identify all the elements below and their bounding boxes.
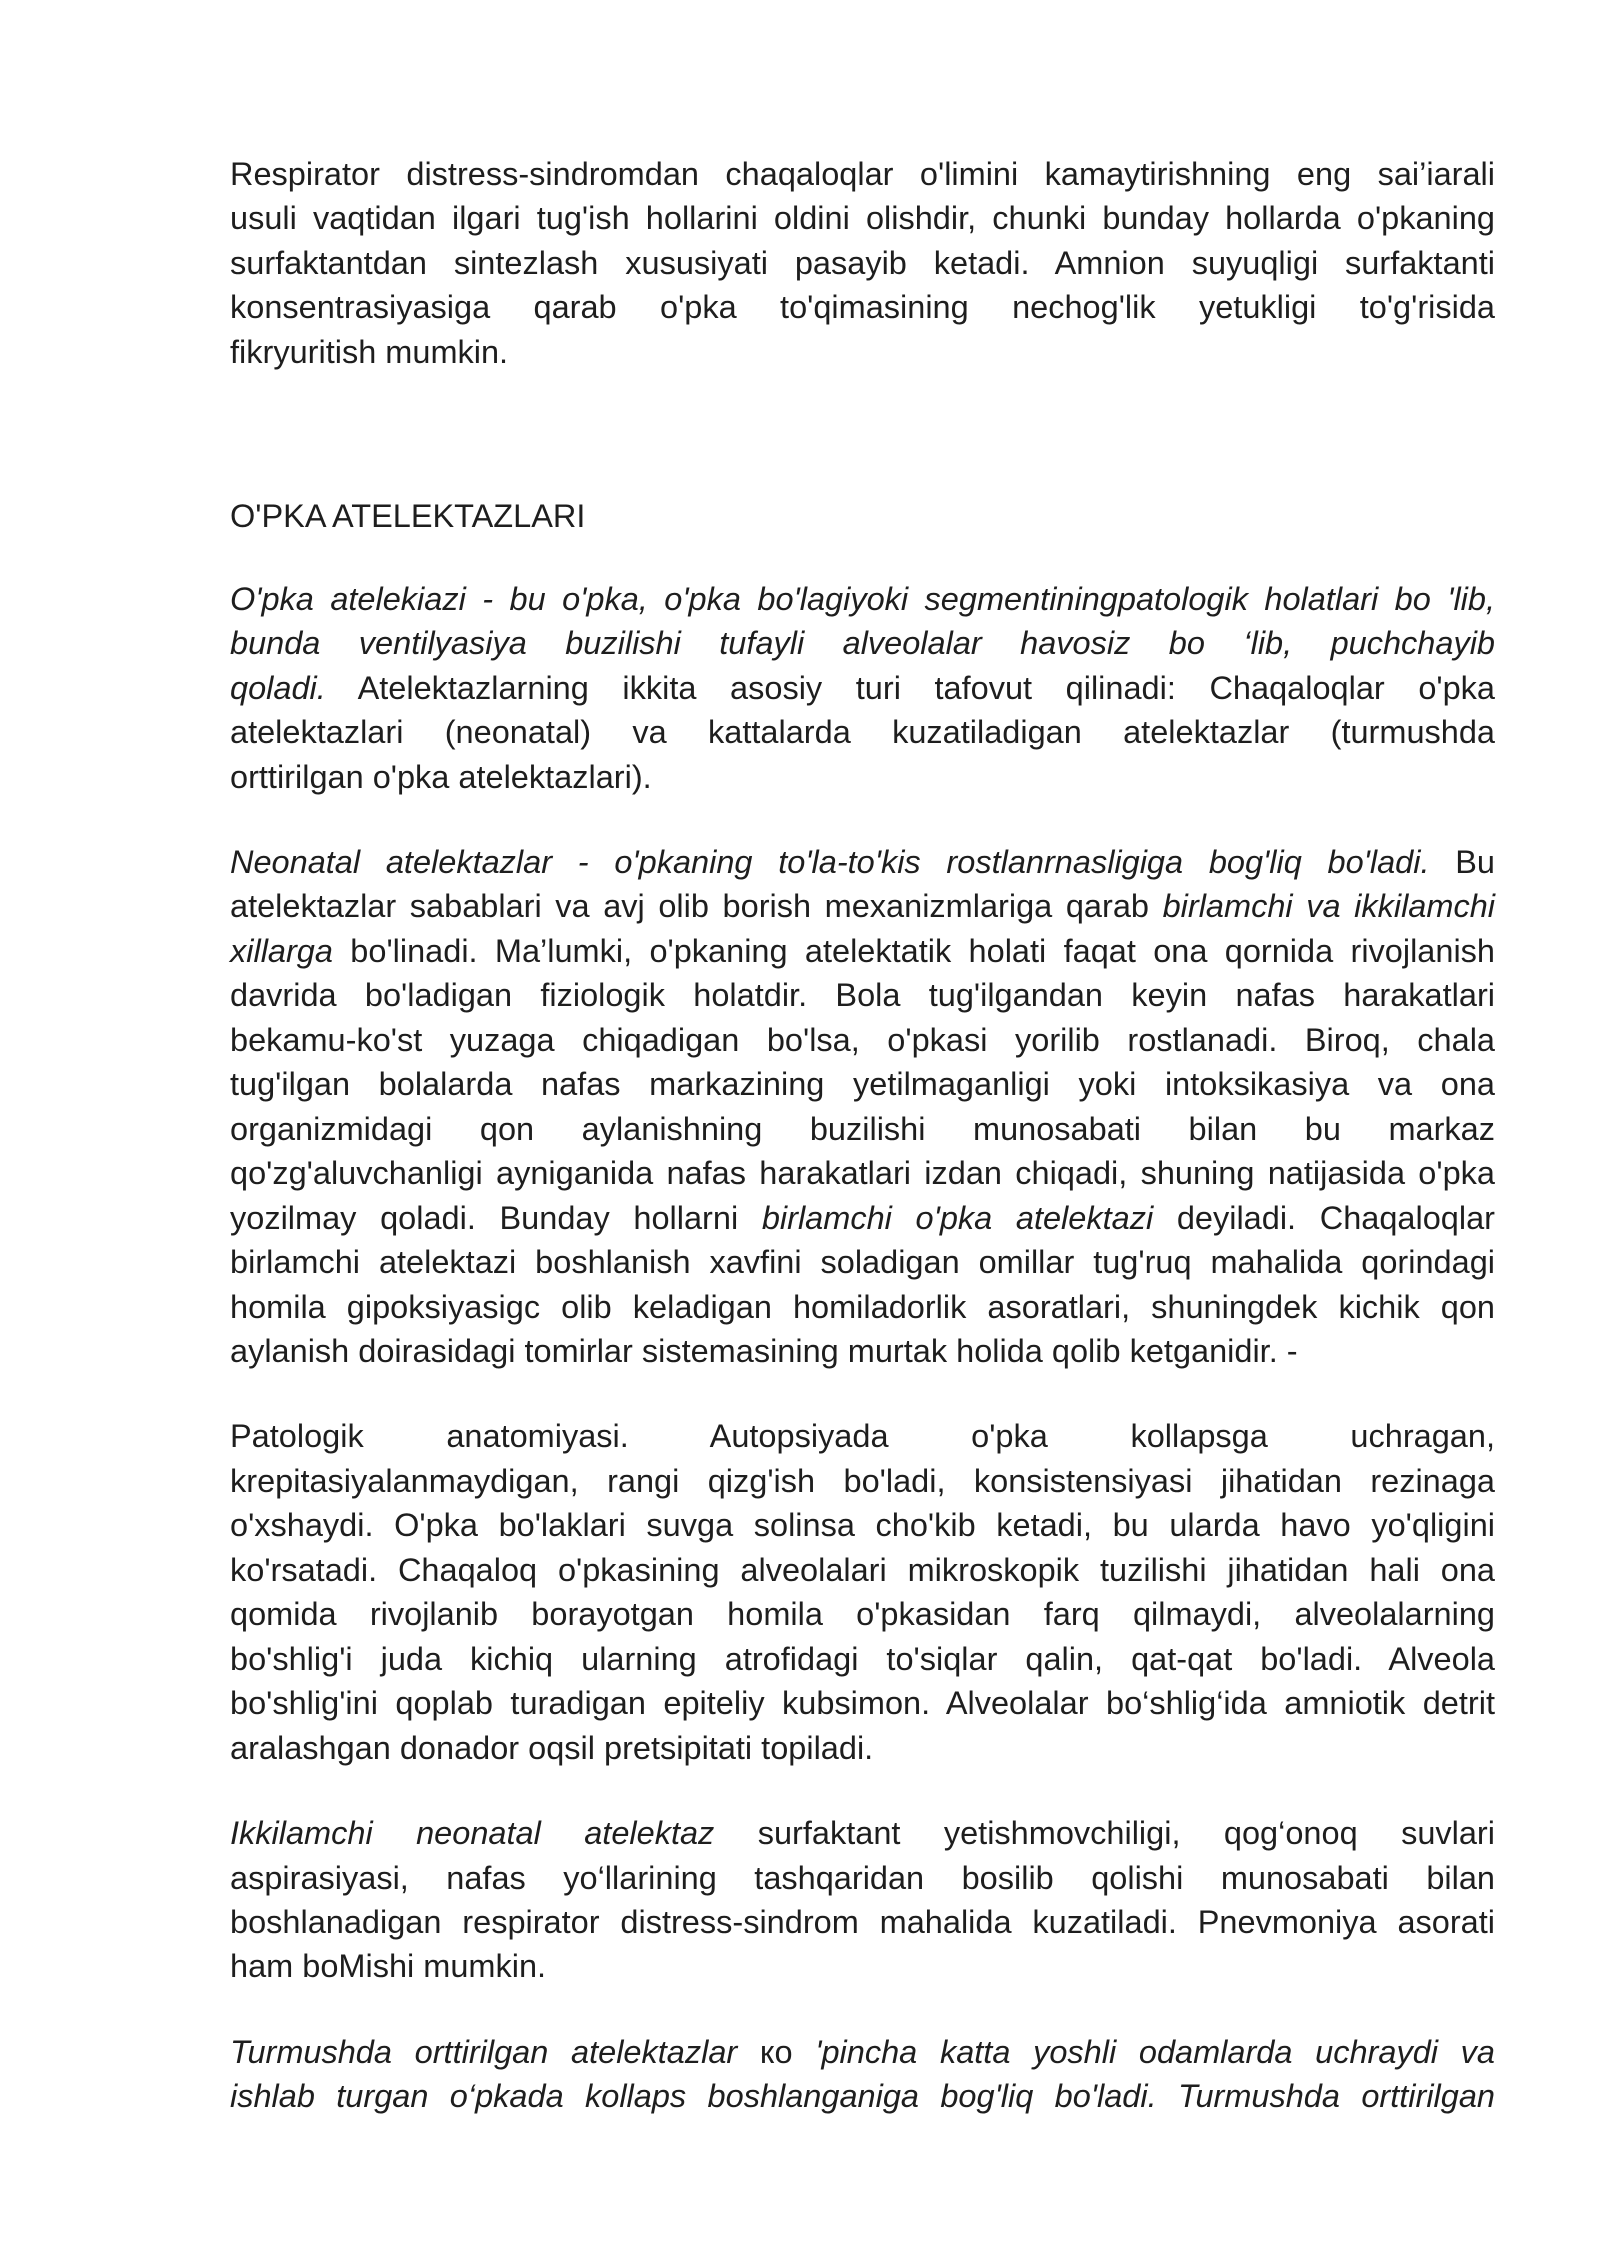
text-line [230, 1107, 1495, 1151]
text-run: bo'linadi. Ma’lumki, o'pkaning atelektatik holati faqat ona qornida rivojlanish [332, 932, 1495, 969]
text-run: atelektazlari (neonatal) va kattalarda kuzatiladigan atelektazlar (turmushda [230, 714, 1495, 751]
text-line [230, 1637, 1495, 1681]
italic-text-run: 'pincha katta yoshli odamlarda uchraydi va [815, 2033, 1496, 2070]
text-line [230, 1062, 1495, 1106]
text-line [230, 1726, 1495, 1770]
text-line [230, 1856, 1495, 1900]
text-line [230, 1944, 1495, 1988]
paragraph-neonatal-atelectasis [230, 840, 1495, 1373]
text-line [230, 710, 1495, 754]
italic-text-run: qoladi. [230, 669, 326, 706]
text-line [230, 1151, 1495, 1195]
text-line [230, 1240, 1495, 1284]
text-line [230, 577, 1495, 621]
text-run: ко [737, 2033, 816, 2070]
text-line [230, 2074, 1495, 2118]
italic-text-run: Neonatal atelektazlar - o'pkaning to'la-to'kis rostlanrnasligiga bog'liq bo'ladi. [230, 843, 1430, 880]
text-run: qomida rivojlanib borayotgan homila o'pkasidan farq qilmaydi, alveolalarning [230, 1596, 1495, 1633]
text-run: usuli vaqtidan ilgari tug'ish hollarini oldini olishdir, chunki bunday hollarda o'pkaning [230, 200, 1495, 237]
text-run: atelektazlar sabablari va avj olib borish mexanizmlariga qarab [230, 888, 1163, 925]
text-line [230, 1681, 1495, 1725]
section-heading: O'PKA ATELEKTAZLARI [230, 498, 586, 535]
paragraph-pathological-anatomy [230, 1414, 1495, 1770]
text-run: ham boMishi mumkin. [230, 1948, 547, 1985]
text-run: o'xshaydi. O'pka bo'laklari suvga solinsa cho'kib ketadi, bu ularda havo yo'qligini [230, 1507, 1495, 1544]
text-line [230, 1592, 1495, 1636]
text-line [230, 666, 1495, 710]
text-line [230, 1503, 1495, 1547]
text-line [230, 241, 1495, 285]
text-run: bo'shlig'ini qoplab turadigan epiteliy kubsimon. Alveolalar bo‘shlig‘ida amniotik detrit [230, 1685, 1495, 1722]
text-run: bekamu-ko'st yuzaga chiqadigan bo'lsa, o'pkasi yorilib rostlanadi. Biroq, chala [230, 1021, 1495, 1058]
paragraph-secondary-atelectasis [230, 1811, 1495, 1989]
text-run: birlamchi atelektazi boshlanish xavfini soladigan omillar tug'ruq mahalida qorindagi [230, 1244, 1495, 1281]
text-run: bo'shlig'i juda kichiq ularning atrofidagi to'siqlar qalin, qat-qat bo'ladi. Alveola [230, 1640, 1495, 1677]
text-run: aspirasiyasi, nafas yo‘llarining tashqaridan bosilib qolishi munosabati bilan [230, 1859, 1495, 1896]
italic-text-run: bunda ventilyasiya buzilishi tufayli alveolalar havosiz bo ‘lib, puchchayib [230, 625, 1495, 662]
text-run: aylanish doirasidagi tomirlar sistemasining murtak holida qolib ketganidir. - [230, 1332, 1298, 1369]
paragraph-intro [230, 152, 1495, 374]
text-run: surfaktant yetishmovchiligi, qog‘onoq suvlari [714, 1815, 1495, 1852]
text-line [230, 973, 1495, 1017]
text-line [230, 840, 1495, 884]
text-run: deyiladi. Chaqaloqlar [1153, 1199, 1495, 1236]
text-line [230, 1548, 1495, 1592]
italic-text-run: Turmushda orttirilgan atelektazlar [230, 2033, 738, 2070]
text-line [230, 1196, 1495, 1240]
text-run: fikryuritish mumkin. [230, 333, 509, 370]
text-run: Patologik anatomiyasi. Autopsiyada o'pka kollapsga uchragan, [230, 1418, 1495, 1455]
text-line [230, 1414, 1495, 1458]
italic-text-run: birlamchi va ikkilamchi [1162, 888, 1495, 925]
text-run: davrida bo'ladigan fiziologik holatdir. Bola tug'ilgandan keyin nafas harakatlari [230, 977, 1495, 1014]
text-run: aralashgan donador oqsil pretsipitati topiladi. [230, 1729, 874, 1766]
text-run: qo'zg'aluvchanligi ayniganida nafas harakatlari izdan chiqadi, shuning natijasida o'pka [230, 1155, 1495, 1192]
italic-text-run: ishlab turgan o‘pkada kollaps boshlanganiga bog'liq bo'ladi. Turmushda orttirilgan [230, 2078, 1495, 2115]
text-run: yozilmay qoladi. Bunday hollarni [230, 1199, 762, 1236]
text-run: orttirilgan o'pka atelektazlari). [230, 758, 652, 795]
text-run: homila gipoksiyasigc olib keladigan homiladorlik asoratlari, shuningdek kichik qon [230, 1288, 1495, 1325]
paragraph-definition [230, 577, 1495, 799]
text-run: organizmidagi qon aylanishning buzilishi munosabati bilan bu markaz [230, 1110, 1495, 1147]
text-line [230, 2030, 1495, 2074]
italic-text-run: xillarga [230, 932, 333, 969]
italic-text-run: birlamchi o'pka atelektazi [761, 1199, 1154, 1236]
text-line [230, 755, 1495, 799]
document-page [230, 152, 1495, 2160]
text-run: konsentrasiyasiga qarab o'pka to'qimasining nechog'lik yetukligi to'g'risida [230, 289, 1495, 326]
text-line [230, 1285, 1495, 1329]
text-line [230, 152, 1495, 196]
italic-text-run: Ikkilamchi neonatal atelektaz [230, 1815, 715, 1852]
italic-text-run: O'pka atelekiazi - bu o'pka, o'pka bo'lagiyoki segmentiningpatologik holatlari bo 'lib, [230, 580, 1495, 617]
text-run: tug'ilgan bolalarda nafas markazining yetilmaganligi yoki intoksikasiya va ona [230, 1066, 1495, 1103]
text-line [230, 285, 1495, 329]
text-line [230, 1329, 1495, 1373]
text-line [230, 1018, 1495, 1062]
text-run: surfaktantdan sintezlash xususiyati pasayib ketadi. Amnion suyuqligi surfaktanti [230, 244, 1495, 281]
text-run: Bu [1429, 843, 1495, 880]
text-run: Respirator distress-sindromdan chaqaloqlar o'limini kamaytirishning eng sai’iarali [230, 156, 1495, 192]
text-line [230, 1811, 1495, 1855]
text-line [230, 621, 1495, 665]
text-line [230, 929, 1495, 973]
text-line [230, 884, 1495, 928]
text-line [230, 196, 1495, 240]
text-line [230, 1459, 1495, 1503]
text-run: krepitasiyalanmaydigan, rangi qizg'ish bo'ladi, konsistensiyasi jihatidan rezinaga [230, 1462, 1495, 1499]
paragraph-acquired-atelectasis [230, 2030, 1495, 2119]
text-line [230, 1900, 1495, 1944]
text-line [230, 330, 1495, 374]
text-run: Atelektazlarning ikkita asosiy turi tafovut qilinadi: Chaqaloqlar o'pka [325, 669, 1495, 706]
text-run: boshlanadigan respirator distress-sindrom mahalida kuzatiladi. Pnevmoniya asorati [230, 1903, 1495, 1940]
text-run: ko'rsatadi. Chaqaloq o'pkasining alveolalari mikroskopik tuzilishi jihatidan hali ona [230, 1551, 1495, 1588]
